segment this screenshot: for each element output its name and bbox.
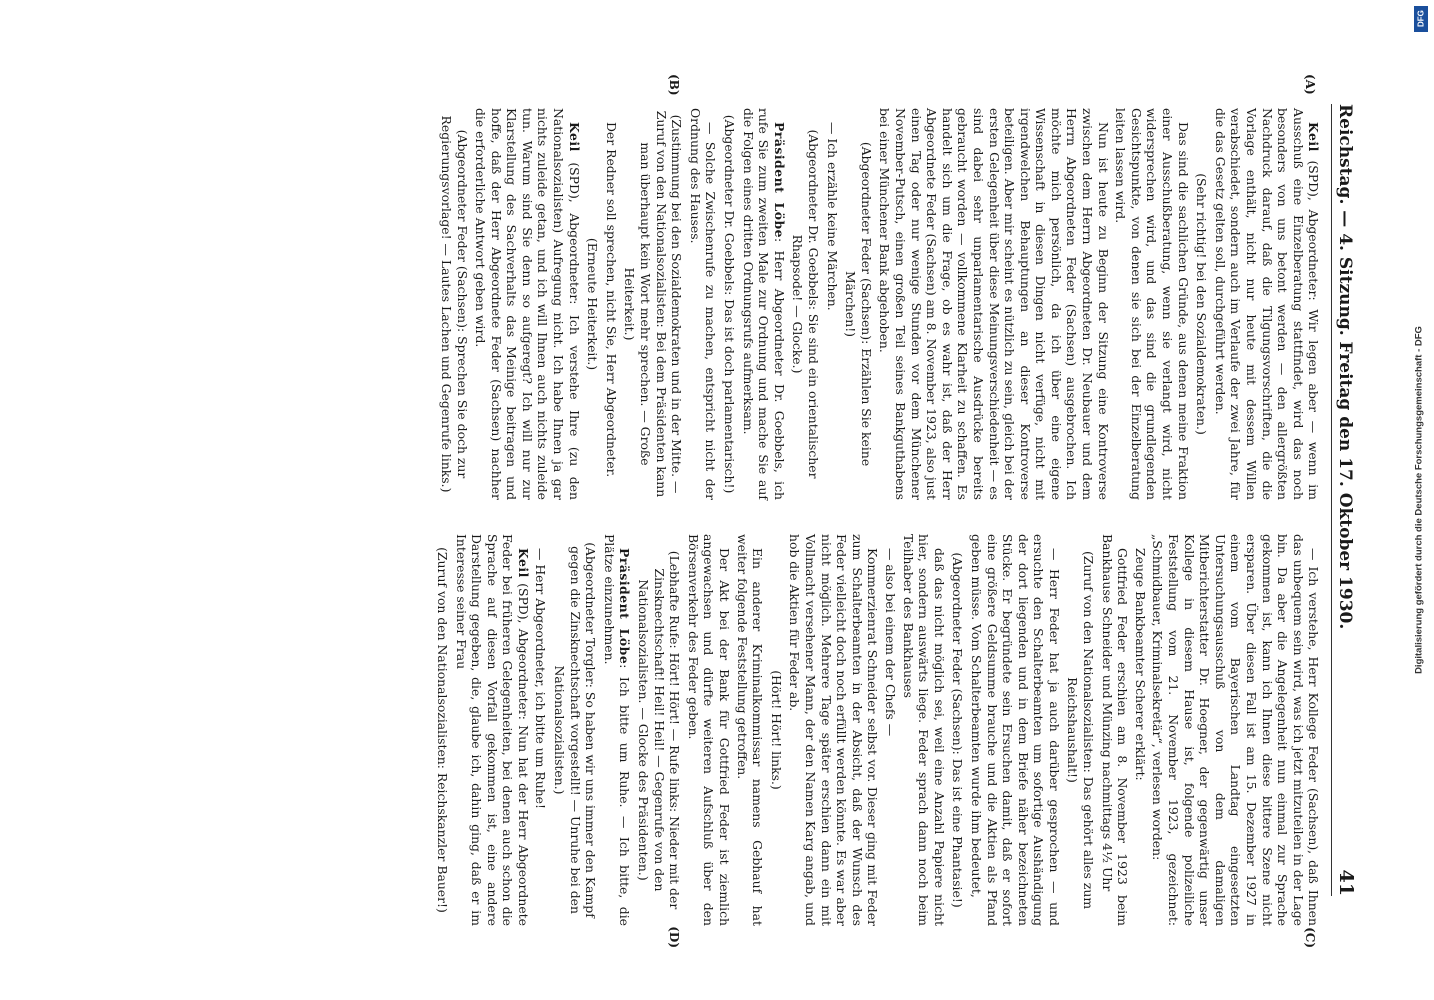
paragraph-text: — Herr Abgeordneter, ich bitte um Ruhe! [533, 548, 549, 809]
interjection: (Zuruf von den Nationalsozialisten: Das gehört alles zum Reichshaushalt!) [1065, 550, 1097, 910]
paragraph [1150, 534, 1322, 926]
interjection: (Abgeordneter Feder (Sachsen): Erzählen Sie keine Märchen!) [843, 141, 874, 467]
dfg-logo: DFG [1414, 6, 1428, 32]
paragraph-text: Nun ist heute zu Beginn der Sitzung eine Kontroverse zwischen dem Herrn Abgeordneten Dr. Neubauer und dem Herrn Abgeordneten Feder (Sachsen) ausgebrochen. Ich möchte mich persönlich, da ich über eine eigene Wissenschaft in diesen Dingen nicht verfüge, nicht mit irgendwelchen Behauptungen an dieser Kontroverse beteiligen. Aber mir scheint es nützlich zu sein, gleich bei der ersten Gelegenheit über diese Meinungsverschiedenheit — es sind dabei sehr unparlamentarische Ausdrücke bereits gebraucht worden — vollkommene Klarheit zu schaffen. Es handelt sich um die Frage, ob es wahr ist, daß der Herr Abgeordnete Feder (Sachsen) am 8. November 1923, also just einen Tag oder nur wenige Stunden vor dem Münchener November-Putsch, einen großen Teil seines Bankguthabens bei einer Münchener Bank abgehoben. [877, 108, 1111, 500]
paragraph [473, 108, 582, 500]
speaker-name: Keil [566, 122, 582, 152]
header-title: Reichstag. — 4. Sitzung. Freitag den 17. Oktober 1930. [1335, 104, 1355, 630]
paragraph-text: (SPD), Abgeordneter: Wir legen aber — wenn im Ausschuß eine Einzelberatung stattfindet, wird das noch besonders von uns betont werden — den allergrößten Nachdruck darauf, daß die Tilgungsvorschriften, die die Vorlage enthält, nicht nur heute mit dessem Willen verabschiedet, sondern auch im Verlaufe der zwei Jahre, für die das Gesetz gelten soll, durchgeführt werden. [1212, 108, 1322, 500]
paragraph [685, 534, 732, 926]
paragraph [603, 108, 619, 500]
interjection: (Erneute Heiterkeit.) [585, 237, 601, 371]
interjection: (Abgeordneter Dr. Goebbels: Sie sind ein orientalischer Rhapsode! — Glocke.) [790, 129, 821, 479]
paragraph-text: — also bei einem der Chefs — [882, 548, 898, 737]
scanned-page [47, 50, 1387, 950]
interjection: (Abgeordneter Feder (Sachsen): Sprechen Sie doch zur Regierungsvorlage! — Lautes Lachen und Gegenrufe links.) [438, 115, 470, 493]
paragraph [787, 534, 881, 926]
speaker-name: Keil [1306, 122, 1322, 152]
paragraph [1132, 534, 1148, 926]
paragraph-text: Der Akt bei der Bank für Gottfried Feder ist ziemlich angewachsen und dürfte weiteren Aufschluß über den Börsenverkehr des Feder geben. [685, 534, 733, 926]
paragraph [734, 534, 765, 926]
paragraph-text: — Herr Feder hat ja auch darüber gesprochen — und ersuchte den Schalterbeamten um sofortige Aushändigung der dort liegenden und in dem Briefe näher bezeichneten Stücke. Er begründete sein Ersuchen damit, daß er sofort eine größere Geldsumme brauche und die Aktien als Pfand geben müsse. Vom Schalterbeamten wurde ihm bedeutet, [968, 534, 1062, 926]
paragraph-text: (SPD), Abgeordneter: Ich verstehe Ihre (zu den Nationalsozialisten) Aufregung nicht. Ich habe Ihnen ja gar nichts zuleide getan, und ich will Ihnen auch nichts zuleide tun. Warum sind Sie denn so aufgeregt? Ich will nur zur Klarstellung des Sachverhalts das Meinige beitragen und hoffe, daß der Herr Abgeordnete Feder (Sachsen) nachher die erforderliche Antwort geben wird. [473, 108, 582, 500]
paragraph [1212, 108, 1321, 500]
interjection: (Abgeordneter Torgler: So haben wir uns immer den Kampf gegen die Zinsknechtschaft vorgestellt! — Unruhe bei den Nationalsozialisten.) [552, 542, 599, 918]
paragraph-text: : Ich bitte um Ruhe. — Ich bitte, die Plätze einzunehmen. [601, 534, 633, 926]
paragraph-text: daß das nicht möglich sei, weil eine Anzahl Papiere nicht hier, sondern auswärts liege. Feder sprach dann noch beim Teilhaber des Bankhauses [900, 534, 947, 926]
speaker-name: Präsident Löbe [771, 122, 787, 239]
right-column [431, 534, 1321, 926]
interjection: (Sehr richtig! bei den Sozialdemokraten.) [1194, 173, 1210, 435]
margin-marker-b: (B) [667, 74, 682, 96]
dfg-sidebar [1406, 0, 1432, 1000]
paragraph-text: Zeuge Bankbeamter Scherer erklärt: [1132, 548, 1148, 781]
paragraph [900, 534, 947, 926]
paragraph [687, 108, 718, 500]
paragraph-text: — Solche Zwischenrufe zu machen, entspricht nicht der Ordnung des Hauses. [687, 108, 719, 500]
paragraph-text: Kommerzienrat Schneider selbst vor. Dieser ging mit Feder zum Schalterbeamten in der Absicht, daß der Wunsch des Feder vielleicht doch noch erfüllt werden könnte. Es war aber nicht möglich. Mehrere Tage später erschien dann ein mit Vollmacht versehener Mann, der den Namen Karg angab, und hob die Aktien für Feder ab. [787, 534, 881, 926]
paragraph [453, 534, 531, 926]
text-columns [431, 74, 1322, 948]
paragraph [882, 534, 898, 926]
paragraph [740, 108, 787, 500]
paragraph-text: — Ich verstehe, Herr Kollege Feder (Sachsen), daß Ihnen das unbequem sein wird, was ich jetzt mitzuteilen in der Lage bin. Da aber die Angelegenheit nun einmal zur Sprache gekommen ist, kann ich Ihnen diese bittere Szene nicht ersparen. Über diesen Fall ist am 15. Dezember 1927 in einem vom Bayerischen Landtag eingesetzten Untersuchungsausschuß von dem damaligen Mitberichterstatter Dr. Hoegner, der gegenwärtig unser Kollege in diesem Hause ist, folgende polizeiliche Feststellung vom 21. November 1923, gezeichnet: „Schmidbauer, Kriminalsekretär“, verlesen worden: [1150, 534, 1322, 926]
paragraph [601, 534, 632, 926]
left-column [431, 108, 1321, 500]
paragraph-text: Gottfried Feder erschien am 8. November 1923 beim Bankhause Schneider und Münzing nachmittags 4½ Uhr [1099, 534, 1131, 926]
paragraph-text: Der Redner soll sprechen, nicht Sie, Herr Abgeordneter. [603, 122, 619, 478]
paragraph-text: (SPD), Abgeordneter: Nun hat der Herr Abgeordnete Feder bei früheren Gelegenheiten, bei denen auch schon die Sprache auf diesen Vorfall gekommen ist, eine andere Darstellung gegeben, die, glaube ich, dahin ging, daß er im Interesse seiner Frau [453, 534, 531, 926]
interjection: (Hört! Hört! links.) [768, 670, 784, 790]
interjection: (Zuruf von den Nationalsozialisten: Reichskanzler Bauer!) [434, 547, 450, 913]
margin-marker-a: (A) [1303, 74, 1318, 95]
paragraph [533, 534, 549, 926]
page-number: 41 [1335, 869, 1357, 896]
paragraph [1113, 108, 1191, 500]
margin-marker-d: (D) [667, 926, 682, 948]
margin-marker-c: (C) [1303, 927, 1318, 948]
paragraph [1099, 534, 1130, 926]
paragraph-text: Das sind die sachlichen Gründe, aus denen meine Fraktion einer Ausschußberatung, wenn sie verlangt wird, nicht widersprechen wird, und das sind die grundlegenden Gesichtspunkte, von denen sie sich bei der Einzelberatung leiten lassen wird. [1113, 108, 1191, 500]
paragraph [968, 534, 1062, 926]
paragraph-text: : Herr Abgeordneter Dr. Goebbels, ich rufe Sie zum zweiten Male zur Ordnung und mache Sie auf die Folgen eines dritten Ordnungsrufs aufmerksam. [740, 108, 787, 500]
paragraph [824, 108, 840, 500]
speaker-name: Präsident Löbe [617, 548, 633, 665]
interjection: (Zustimmung bei den Sozialdemokraten und in der Mitte. — Zuruf von den Nationalsozialisten: Bei dem Präsidenten kann man überhaupt kein Wort mehr sprechen. — Große Heiterkeit.) [622, 110, 685, 498]
dfg-notice: Digitalisierung gefördert durch die Deutsche Forschungsgemeinschaft - DFG [1413, 326, 1425, 674]
interjection: (Abgeordneter Feder (Sachsen): Das ist eine Phantasie!) [950, 552, 966, 908]
paragraph [877, 108, 1111, 500]
interjection: (Lebhafte Rufe: Hört! Hört! — Rufe links: Nieder mit der Zinsknechtschaft! Heil! Heil! — Gegenrufe von den Nationalsozialisten. — Glocke des Präsidenten.) [636, 550, 683, 910]
paragraph-text: — Ich erzähle keine Märchen. [824, 122, 840, 311]
speaker-name: Keil [515, 548, 531, 578]
interjection: (Abgeordneter Dr. Goebbels: Das ist doch parlamentarisch!) [722, 114, 738, 494]
paragraph-text: Ein anderer Kriminalkommissar namens Gebhauf hat weiter folgende Feststellung getroffen. [734, 534, 766, 926]
page-header [1331, 104, 1357, 896]
